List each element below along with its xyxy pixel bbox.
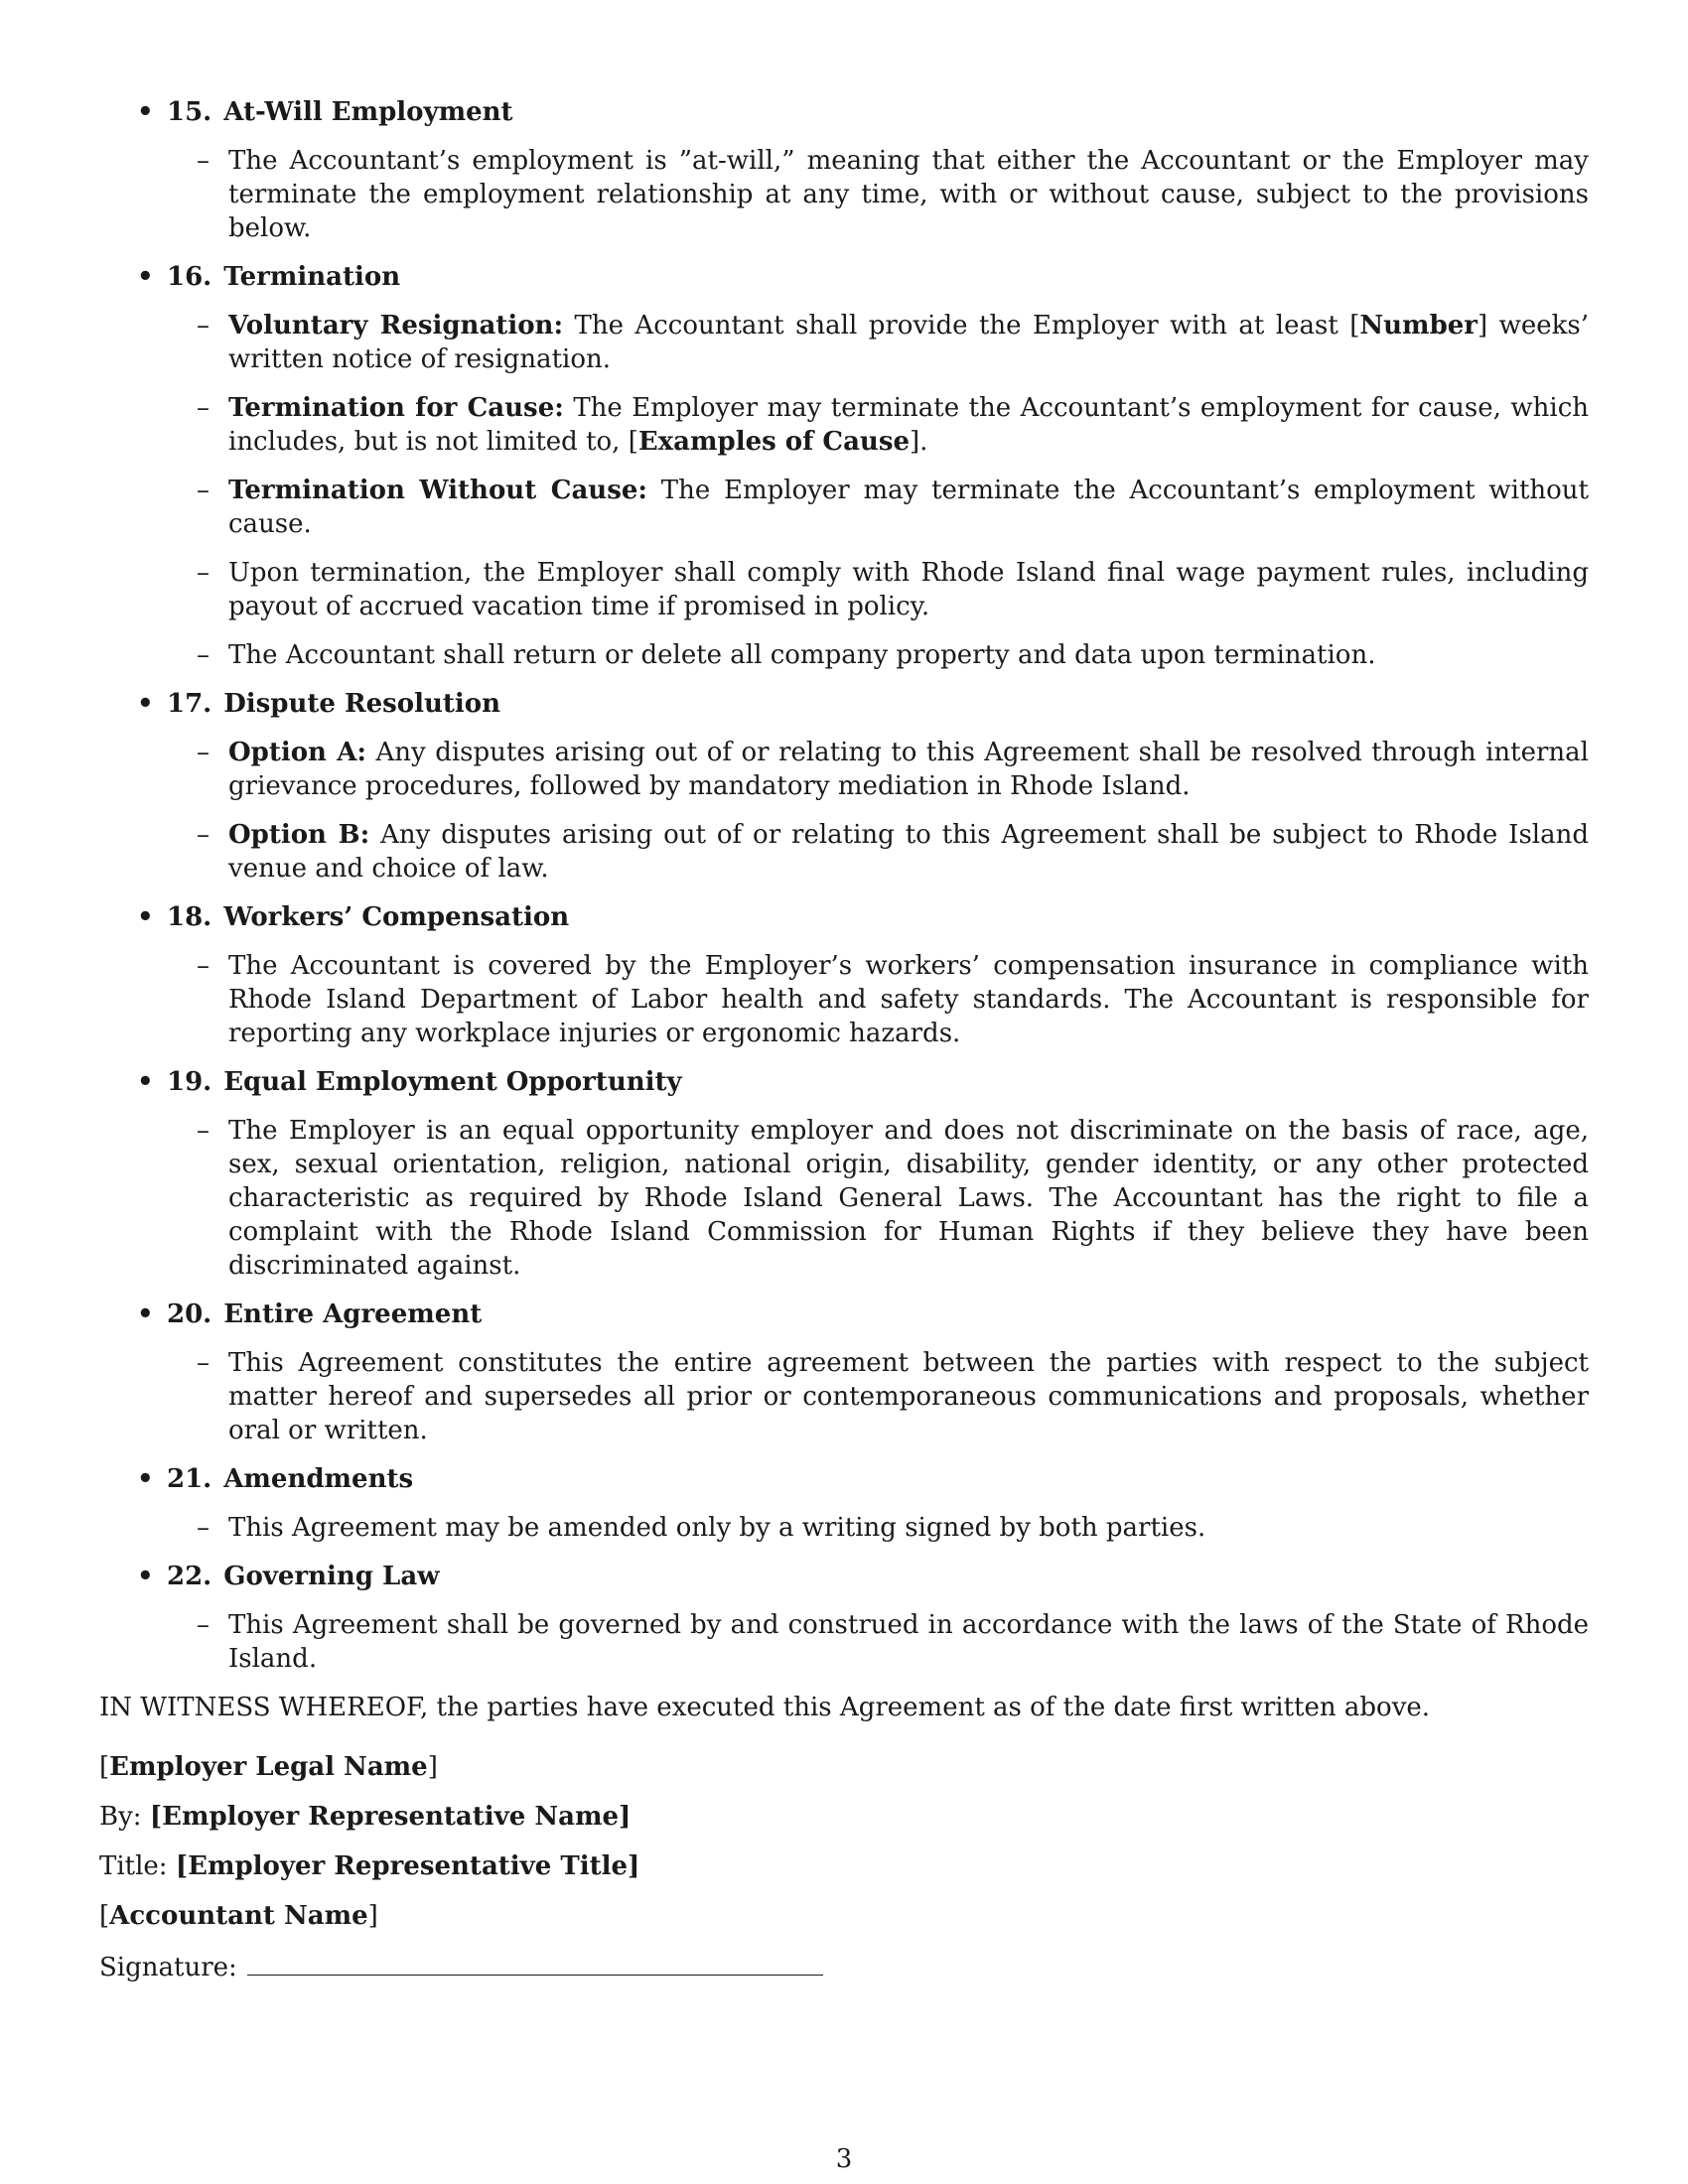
clause-lead: Termination Without Cause: (228, 476, 647, 505)
section-title: Termination (223, 262, 401, 292)
section-title: Workers’ Compensation (223, 902, 570, 932)
bullet-icon: • (137, 97, 154, 127)
dash-icon: – (197, 1116, 210, 1146)
clause-list (167, 309, 1589, 672)
dash-icon: – (197, 393, 210, 423)
bullet-icon: • (137, 1067, 154, 1097)
dash-icon: – (197, 311, 210, 341)
clause-text: The Accountant shall return or delete all company property and data upon termination. (228, 640, 1376, 670)
clause-lead: Option B: (228, 820, 370, 850)
clause-list (167, 736, 1589, 886)
clause-item (167, 1608, 1589, 1676)
clause-text: The Employer may terminate the Accountant’s employment without cause. (228, 476, 1590, 539)
clause-item (167, 556, 1589, 623)
clause-item (167, 1114, 1589, 1283)
section-17 (99, 687, 1589, 886)
section-title: Entire Agreement (223, 1299, 483, 1329)
clause-lead: Option A: (228, 738, 367, 767)
by-line: By: [Employer Representative Name] (99, 1802, 632, 1832)
clause-text: The Employer is an equal opportunity employer and does not discriminate on the basis of race, age, sex, sexual orientation, religion, national origin, disability, gender identity, or any other protected characteristic as required by Rhode Island General Laws. The Accountant has the right to file a complaint with the Rhode Island Commission for Human Rights if they believe they have been discriminated against. (228, 1116, 1589, 1281)
clause-item (167, 1511, 1589, 1545)
clause-item (167, 391, 1589, 459)
clause-item (167, 474, 1589, 541)
bullet-icon: • (137, 1464, 154, 1494)
clause-list (167, 1608, 1589, 1676)
clause-item (167, 818, 1589, 886)
clause-text: This Agreement may be amended only by a writing signed by both parties. (228, 1513, 1206, 1543)
clause-item (167, 144, 1589, 245)
dash-icon: – (197, 1610, 210, 1640)
section-heading (167, 1462, 1589, 1496)
clause-list (167, 949, 1589, 1050)
signature-field[interactable] (247, 1949, 823, 1976)
dash-icon: – (197, 640, 210, 670)
section-number: 20. (167, 1299, 212, 1329)
section-number: 16. (167, 262, 212, 292)
clause-item (167, 949, 1589, 1050)
clause-lead: Termination for Cause: (228, 393, 564, 423)
dash-icon: – (197, 1348, 210, 1378)
section-18 (99, 900, 1589, 1050)
section-15 (99, 95, 1589, 245)
dash-icon: – (197, 738, 210, 767)
bullet-icon: • (137, 262, 154, 292)
signature-block (99, 1750, 1589, 1984)
section-21 (99, 1462, 1589, 1545)
page-number: 3 (835, 2144, 853, 2174)
dash-icon: – (197, 820, 210, 850)
clause-list (167, 144, 1589, 245)
section-heading (167, 1560, 1589, 1593)
section-number: 15. (167, 97, 212, 127)
document-page (99, 95, 1589, 1984)
section-title: Dispute Resolution (223, 689, 501, 719)
clause-item (167, 736, 1589, 803)
clause-text: The Accountant’s employment is ”at-will,” meaning that either the Accountant or the Employer may terminate the employment relationship at any time, with or without cause, subject to the provisions below. (228, 146, 1589, 243)
employer-legal-name: [Employer Legal Name] (99, 1752, 438, 1782)
clause-item (167, 309, 1589, 376)
placeholder-field: Number (1359, 311, 1477, 341)
section-heading (167, 260, 1589, 294)
dash-icon: – (197, 1513, 210, 1543)
accountant-name: [Accountant Name] (99, 1901, 378, 1931)
bullet-icon: • (137, 1562, 154, 1591)
section-number: 19. (167, 1067, 212, 1097)
section-list (99, 95, 1589, 1676)
clause-text: Any disputes arising out of or relating to this Agreement shall be resolved through internal grievance procedures, followed by mandatory mediation in Rhode Island. (228, 738, 1589, 801)
section-number: 18. (167, 902, 212, 932)
dash-icon: – (197, 476, 210, 505)
clause-text: Upon termination, the Employer shall comply with Rhode Island final wage payment rules, including payout of accrued vacation time if promised in policy. (228, 558, 1589, 621)
section-16 (99, 260, 1589, 672)
placeholder-field: Examples of Cause (637, 427, 911, 457)
section-heading (167, 900, 1589, 934)
dash-icon: – (197, 558, 210, 588)
section-heading (167, 95, 1589, 129)
clause-text: The Employer may terminate the Accountant’s employment for cause, which includes, but is not limited to, [ (228, 393, 1590, 457)
section-title: Governing Law (223, 1562, 440, 1591)
section-title: At-Will Employment (223, 97, 513, 127)
clause-lead: Voluntary Resignation: (228, 311, 564, 341)
section-heading (167, 1065, 1589, 1099)
clause-text: ]. (910, 427, 928, 457)
section-number: 17. (167, 689, 212, 719)
section-22 (99, 1560, 1589, 1676)
clause-text: Any disputes arising out of or relating to this Agreement shall be subject to Rhode Island venue and choice of law. (228, 820, 1589, 884)
section-title: Amendments (223, 1464, 414, 1494)
clause-item (167, 1346, 1589, 1447)
section-number: 22. (167, 1562, 212, 1591)
witness-statement: IN WITNESS WHEREOF, the parties have executed this Agreement as of the date first written above. (99, 1693, 1431, 1722)
clause-list (167, 1346, 1589, 1447)
bullet-icon: • (137, 689, 154, 719)
clause-text: ] weeks’ written notice of resignation. (228, 311, 1589, 374)
title-line: Title: [Employer Representative Title] (99, 1851, 640, 1881)
signature-line: Signature: (99, 1949, 1589, 1984)
dash-icon: – (197, 951, 210, 981)
section-title: Equal Employment Opportunity (223, 1067, 682, 1097)
bullet-icon: • (137, 902, 154, 932)
section-number: 21. (167, 1464, 212, 1494)
clause-list (167, 1114, 1589, 1283)
section-heading (167, 687, 1589, 721)
dash-icon: – (197, 146, 210, 176)
clause-text: This Agreement shall be governed by and construed in accordance with the laws of the State of Rhode Island. (228, 1610, 1589, 1674)
clause-text: The Accountant shall provide the Employer with at least [ (574, 311, 1360, 341)
bullet-icon: • (137, 1299, 154, 1329)
clause-list (167, 1511, 1589, 1545)
section-heading (167, 1297, 1589, 1331)
clause-item (167, 638, 1589, 672)
section-19 (99, 1065, 1589, 1283)
clause-text: The Accountant is covered by the Employer’s workers’ compensation insurance in compliance with Rhode Island Department of Labor health and safety standards. The Accountant is responsible for reporting any workplace injuries or ergonomic hazards. (228, 951, 1589, 1048)
section-20 (99, 1297, 1589, 1447)
clause-text: This Agreement constitutes the entire agreement between the parties with respect to the subject matter hereof and supersedes all prior or contemporaneous communications and proposals, whether oral or written. (228, 1348, 1589, 1445)
